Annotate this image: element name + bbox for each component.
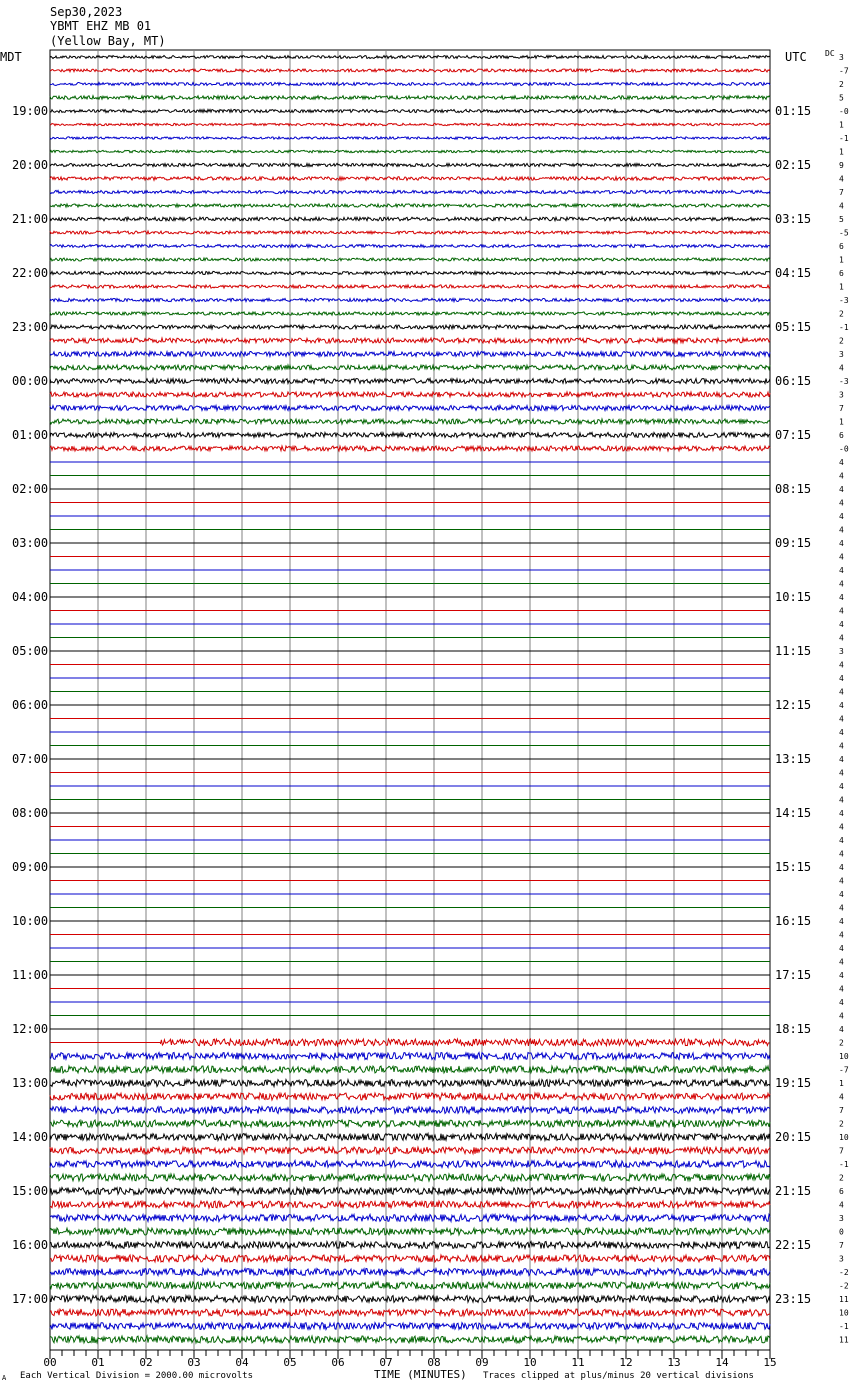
dc-offset-label: 4 bbox=[839, 606, 844, 616]
station-location: (Yellow Bay, MT) bbox=[50, 34, 166, 48]
x-tick-label: 13 bbox=[667, 1356, 681, 1369]
hour-label-right: 18:15 bbox=[775, 1022, 812, 1036]
seismic-trace bbox=[50, 1188, 770, 1195]
dc-offset-label: -0 bbox=[839, 444, 849, 454]
x-tick-label: 04 bbox=[235, 1356, 249, 1369]
dc-offset-label: -1 bbox=[839, 323, 849, 332]
x-tick-label: 00 bbox=[43, 1356, 57, 1369]
hour-label-right: 08:15 bbox=[775, 482, 812, 496]
hour-label-right: 05:15 bbox=[775, 320, 812, 334]
dc-offset-label: 4 bbox=[839, 674, 844, 683]
hour-label-left: 05:00 bbox=[12, 644, 49, 658]
seismic-trace bbox=[50, 231, 770, 234]
dc-label: DC bbox=[825, 49, 835, 58]
dc-offset-label: 6 bbox=[839, 242, 844, 251]
seismic-trace bbox=[50, 325, 770, 329]
dc-offset-label: -1 bbox=[839, 1322, 849, 1331]
hour-label-left: 19:00 bbox=[12, 104, 49, 118]
seismic-trace bbox=[50, 1134, 770, 1141]
dc-offset-label: 4 bbox=[839, 714, 844, 724]
hour-label-left: 11:00 bbox=[12, 968, 49, 982]
seismic-trace bbox=[50, 1336, 770, 1343]
seismic-trace bbox=[50, 433, 770, 438]
dc-offset-label: 5 bbox=[839, 215, 844, 224]
plot-frame bbox=[50, 50, 770, 1350]
seismic-trace bbox=[160, 1039, 769, 1046]
hour-label-right: 14:15 bbox=[775, 806, 812, 820]
seismic-trace bbox=[50, 1066, 770, 1073]
hour-label-right: 12:15 bbox=[775, 698, 812, 712]
dc-offset-label: 4 bbox=[839, 1200, 844, 1210]
hour-label-left: 03:00 bbox=[12, 536, 49, 550]
dc-offset-label: 4 bbox=[839, 836, 844, 845]
seismic-trace bbox=[50, 1269, 770, 1276]
dc-offset-label: 4 bbox=[839, 363, 844, 373]
seismic-trace bbox=[50, 1255, 770, 1262]
hour-label-left: 17:00 bbox=[12, 1292, 49, 1306]
dc-offset-label: 4 bbox=[839, 903, 844, 913]
dc-offset-label: 0 bbox=[839, 1227, 844, 1237]
dc-offset-label: 4 bbox=[839, 620, 844, 629]
seismic-trace bbox=[50, 109, 770, 112]
dc-offset-label: 9 bbox=[839, 161, 844, 170]
dc-offset-label: 7 bbox=[839, 404, 844, 413]
hour-label-left: 06:00 bbox=[12, 698, 49, 712]
dc-offset-label: 4 bbox=[839, 1011, 844, 1021]
x-tick-label: 11 bbox=[571, 1356, 585, 1369]
x-tick-label: 05 bbox=[283, 1356, 297, 1369]
dc-offset-label: 4 bbox=[839, 917, 844, 926]
dc-offset-label: 3 bbox=[839, 647, 844, 656]
dc-offset-label: 4 bbox=[839, 566, 844, 575]
seismic-trace bbox=[50, 1147, 770, 1154]
x-tick-label: 02 bbox=[139, 1356, 153, 1369]
hour-label-right: 07:15 bbox=[775, 428, 812, 442]
scale-note: Each Vertical Division = 2000.00 microvolts bbox=[20, 1371, 253, 1381]
hour-label-right: 04:15 bbox=[775, 266, 812, 280]
dc-offset-label: 4 bbox=[839, 998, 844, 1007]
seismic-trace bbox=[50, 1161, 770, 1168]
seismic-trace bbox=[50, 56, 770, 59]
dc-offset-label: 4 bbox=[839, 782, 844, 791]
dc-offset-label: 11 bbox=[839, 1295, 849, 1304]
dc-offset-label: -2 bbox=[839, 1268, 849, 1277]
dc-offset-label: -0 bbox=[839, 107, 849, 116]
dc-offset-label: 10 bbox=[839, 1052, 849, 1061]
dc-offset-label: 4 bbox=[839, 593, 844, 602]
dc-offset-label: 4 bbox=[839, 687, 844, 697]
hour-label-right: 15:15 bbox=[775, 860, 812, 874]
dc-offset-label: 5 bbox=[839, 93, 844, 103]
hour-label-left: 15:00 bbox=[12, 1184, 49, 1198]
seismic-trace bbox=[50, 1093, 770, 1100]
hour-label-left: 14:00 bbox=[12, 1130, 49, 1144]
dc-offset-label: 1 bbox=[839, 120, 844, 130]
x-tick-label: 01 bbox=[91, 1356, 105, 1369]
dc-offset-label: 10 bbox=[839, 1133, 849, 1142]
hour-label-right: 23:15 bbox=[775, 1292, 812, 1306]
dc-offset-label: 4 bbox=[839, 863, 844, 872]
right-timezone: UTC bbox=[785, 50, 807, 64]
hour-label-right: 16:15 bbox=[775, 914, 812, 928]
dc-offset-label: 3 bbox=[839, 1214, 844, 1223]
dc-offset-label: 2 bbox=[839, 309, 844, 319]
dc-offset-label: 4 bbox=[839, 1092, 844, 1102]
seismic-trace bbox=[50, 1107, 770, 1114]
seismic-trace bbox=[50, 285, 770, 288]
dc-offset-label: 2 bbox=[839, 1119, 844, 1129]
dc-offset-label: 3 bbox=[839, 350, 844, 359]
dc-offset-label: -1 bbox=[839, 134, 849, 143]
dc-offset-label: -7 bbox=[839, 1065, 849, 1075]
dc-offset-label: 4 bbox=[839, 728, 844, 737]
hour-label-left: 12:00 bbox=[12, 1022, 49, 1036]
dc-offset-label: 1 bbox=[839, 1079, 844, 1088]
seismic-trace bbox=[50, 352, 770, 357]
dc-offset-label: 4 bbox=[839, 201, 844, 211]
hour-label-right: 20:15 bbox=[775, 1130, 812, 1144]
seismic-trace bbox=[50, 69, 770, 72]
hour-label-left: 10:00 bbox=[12, 914, 49, 928]
hour-label-left: 04:00 bbox=[12, 590, 49, 604]
seismic-trace bbox=[50, 406, 770, 411]
corner-mark: A bbox=[2, 1374, 7, 1382]
hour-label-left: 09:00 bbox=[12, 860, 49, 874]
seismic-trace bbox=[50, 1174, 770, 1181]
dc-offset-label: 2 bbox=[839, 1038, 844, 1048]
dc-offset-label: 3 bbox=[839, 390, 844, 400]
dc-offset-label: -7 bbox=[839, 66, 849, 76]
seismic-trace bbox=[50, 217, 770, 221]
x-axis-label: TIME (MINUTES) bbox=[374, 1368, 467, 1381]
x-tick-label: 14 bbox=[715, 1356, 729, 1369]
hour-label-right: 03:15 bbox=[775, 212, 812, 226]
hour-label-right: 09:15 bbox=[775, 536, 812, 550]
seismic-trace bbox=[50, 150, 770, 152]
clip-note: Traces clipped at plus/minus 20 vertical divisions bbox=[483, 1371, 754, 1381]
seismic-trace bbox=[50, 1120, 770, 1127]
seismic-trace bbox=[50, 392, 770, 397]
seismic-trace bbox=[50, 137, 770, 139]
dc-offset-label: 4 bbox=[839, 876, 844, 886]
dc-offset-label: 1 bbox=[839, 255, 844, 265]
dc-offset-label: 7 bbox=[839, 1106, 844, 1115]
left-timezone: MDT bbox=[0, 50, 22, 64]
hour-label-right: 01:15 bbox=[775, 104, 812, 118]
dc-offset-label: 4 bbox=[839, 957, 844, 967]
dc-offset-label: 7 bbox=[839, 188, 844, 197]
dc-offset-label: 4 bbox=[839, 552, 844, 562]
dc-offset-label: 4 bbox=[839, 1025, 844, 1034]
hour-label-left: 21:00 bbox=[12, 212, 49, 226]
seismic-trace bbox=[50, 338, 770, 343]
dc-offset-label: 3 bbox=[839, 53, 844, 62]
x-tick-label: 09 bbox=[475, 1356, 489, 1369]
hour-label-right: 13:15 bbox=[775, 752, 812, 766]
dc-offset-label: 4 bbox=[839, 849, 844, 859]
dc-offset-label: 4 bbox=[839, 930, 844, 940]
dc-offset-label: 4 bbox=[839, 633, 844, 643]
hour-label-left: 07:00 bbox=[12, 752, 49, 766]
dc-offset-label: 4 bbox=[839, 755, 844, 764]
seismic-trace bbox=[50, 1215, 770, 1222]
hour-label-left: 00:00 bbox=[12, 374, 49, 388]
dc-offset-label: 4 bbox=[839, 512, 844, 521]
hour-label-right: 21:15 bbox=[775, 1184, 812, 1198]
hour-label-left: 16:00 bbox=[12, 1238, 49, 1252]
seismic-trace bbox=[50, 1323, 770, 1330]
dc-offset-label: -2 bbox=[839, 1281, 849, 1291]
plot-date: Sep30,2023 bbox=[50, 5, 123, 19]
hour-label-right: 22:15 bbox=[775, 1238, 812, 1252]
dc-offset-label: 6 bbox=[839, 431, 844, 440]
seismic-trace bbox=[50, 1080, 770, 1087]
dc-offset-label: 4 bbox=[839, 525, 844, 535]
dc-offset-label: 6 bbox=[839, 269, 844, 278]
hour-label-right: 11:15 bbox=[775, 644, 812, 658]
x-tick-label: 10 bbox=[523, 1356, 537, 1369]
dc-offset-label: 4 bbox=[839, 768, 844, 778]
seismic-trace bbox=[50, 204, 770, 207]
seismic-trace bbox=[50, 163, 770, 166]
seismic-trace bbox=[50, 379, 770, 384]
dc-offset-label: 4 bbox=[839, 822, 844, 832]
seismic-trace bbox=[50, 123, 770, 125]
seismic-trace bbox=[50, 365, 770, 370]
seismic-trace bbox=[50, 312, 770, 315]
dc-offset-label: 2 bbox=[839, 80, 844, 89]
dc-offset-label: 3 bbox=[839, 1254, 844, 1264]
seismic-trace bbox=[50, 1201, 770, 1208]
dc-offset-label: 4 bbox=[839, 944, 844, 953]
dc-offset-label: 4 bbox=[839, 539, 844, 548]
dc-offset-label: 4 bbox=[839, 984, 844, 994]
hour-label-right: 17:15 bbox=[775, 968, 812, 982]
seismic-trace bbox=[50, 258, 770, 261]
x-tick-label: 15 bbox=[763, 1356, 777, 1369]
dc-offset-label: 4 bbox=[839, 890, 844, 899]
station-name: YBMT EHZ MB 01 bbox=[50, 19, 152, 33]
dc-offset-label: 4 bbox=[839, 701, 844, 710]
dc-offset-label: -5 bbox=[839, 228, 849, 238]
x-tick-label: 03 bbox=[187, 1356, 201, 1369]
seismic-trace bbox=[50, 271, 770, 274]
dc-offset-label: 6 bbox=[839, 1187, 844, 1196]
x-tick-label: 07 bbox=[379, 1356, 393, 1369]
dc-offset-label: 4 bbox=[839, 809, 844, 818]
seismic-trace bbox=[50, 96, 770, 100]
dc-offset-label: 4 bbox=[839, 174, 844, 184]
dc-offset-label: 4 bbox=[839, 498, 844, 508]
hour-label-left: 20:00 bbox=[12, 158, 49, 172]
dc-offset-label: 7 bbox=[839, 1241, 844, 1250]
hour-label-right: 19:15 bbox=[775, 1076, 812, 1090]
seismic-trace bbox=[50, 1242, 770, 1249]
seismic-trace bbox=[50, 83, 770, 86]
dc-offset-label: 4 bbox=[839, 795, 844, 805]
seismic-trace bbox=[50, 177, 770, 181]
seismic-trace bbox=[50, 245, 770, 248]
hour-label-left: 02:00 bbox=[12, 482, 49, 496]
dc-offset-label: 4 bbox=[839, 485, 844, 494]
seismic-trace bbox=[50, 1228, 770, 1235]
hour-label-right: 06:15 bbox=[775, 374, 812, 388]
x-tick-label: 12 bbox=[619, 1356, 633, 1369]
dc-offset-label: 4 bbox=[839, 741, 844, 751]
dc-offset-label: 2 bbox=[839, 336, 844, 346]
seismic-trace bbox=[50, 1053, 770, 1060]
dc-offset-label: 4 bbox=[839, 660, 844, 670]
seismic-trace bbox=[50, 419, 770, 424]
dc-offset-label: 4 bbox=[839, 458, 844, 467]
seismic-trace bbox=[50, 190, 770, 193]
dc-offset-label: 4 bbox=[839, 471, 844, 481]
hour-label-left: 13:00 bbox=[12, 1076, 49, 1090]
dc-offset-label: 2 bbox=[839, 1173, 844, 1183]
dc-offset-label: -3 bbox=[839, 296, 849, 305]
x-tick-label: 08 bbox=[427, 1356, 441, 1369]
seismic-trace bbox=[50, 1296, 770, 1303]
x-tick-label: 06 bbox=[331, 1356, 345, 1369]
dc-offset-label: 10 bbox=[839, 1308, 849, 1318]
dc-offset-label: 11 bbox=[839, 1335, 849, 1345]
hour-label-right: 10:15 bbox=[775, 590, 812, 604]
seismic-trace bbox=[50, 1282, 770, 1289]
hour-label-right: 02:15 bbox=[775, 158, 812, 172]
dc-offset-label: -3 bbox=[839, 377, 849, 386]
seismic-trace bbox=[50, 1309, 770, 1316]
dc-offset-label: 4 bbox=[839, 971, 844, 980]
dc-offset-label: -1 bbox=[839, 1160, 849, 1169]
dc-offset-label: 1 bbox=[839, 417, 844, 427]
hour-label-left: 23:00 bbox=[12, 320, 49, 334]
hour-label-left: 01:00 bbox=[12, 428, 49, 442]
dc-offset-label: 4 bbox=[839, 579, 844, 589]
dc-offset-label: 7 bbox=[839, 1146, 844, 1156]
hour-label-left: 22:00 bbox=[12, 266, 49, 280]
seismic-trace bbox=[50, 446, 770, 451]
dc-offset-label: 1 bbox=[839, 282, 844, 292]
seismic-trace bbox=[50, 298, 770, 301]
dc-offset-label: 1 bbox=[839, 147, 844, 157]
hour-label-left: 08:00 bbox=[12, 806, 49, 820]
